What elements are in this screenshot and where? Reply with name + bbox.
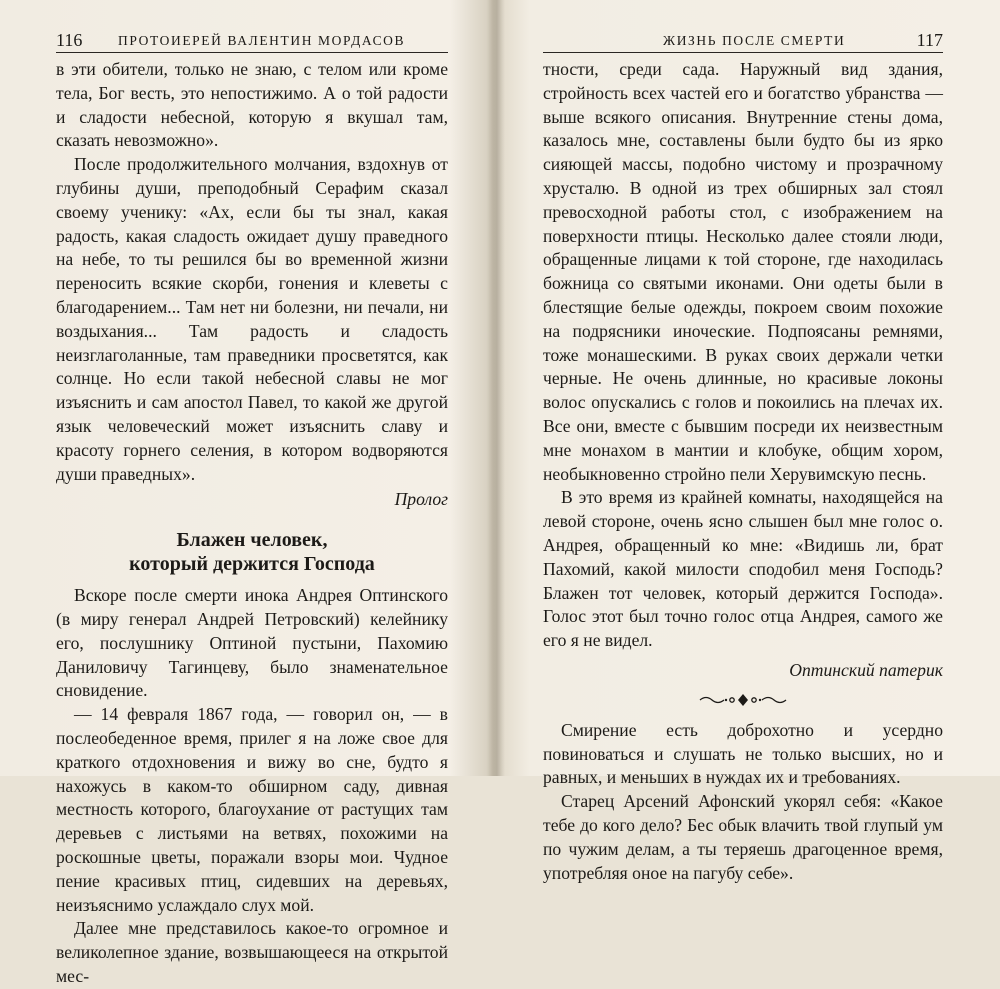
ornament-divider	[543, 693, 943, 707]
ornament-flourish-icon	[698, 693, 788, 707]
left-paragraph-4: — 14 февраля 1867 года, — говорил он, — в послеобеденное время, прилег я на ложе свое для краткого отдохновения и вижу во сне, будто я нахожусь в каком-то обширном саду, дивная местность которого, благоухание от растущих там деревьев с листьями на ветвях, похожими на роскошные цветы, поражали взоры мои. Чудное пение красивых птиц, сидевших на деревьях, неизъяснимо услаждало слух мой.	[56, 704, 448, 915]
right-paragraph-2: В это время из крайней комнаты, находящейся на левой стороне, очень ясно слышен был мне голос о. Андрея, обращенный ко мне: «Видишь ли, брат Пахомий, какой милости сподобил меня Господь? Блажен тот человек, который держится Господа». Голос этот был точно голос отца Андрея, самого же его я не видел.	[543, 487, 943, 651]
right-body-text	[543, 58, 943, 885]
section-heading-line-1: Блажен человек,	[176, 529, 328, 552]
left-paragraph-2: После продолжительного молчания, вздохнув от глубины души, преподобный Серафим сказал своему ученику: «Ах, если бы ты знал, какая радость, какая сладость ожидает душу праведного на небе, то ты решился бы во временной жизни переносить всякие скорби, гонения и клеветы с благодарением... Там нет ни болезни, ни печали, ни воздыхания... Там радость и сладость неизглаголанные, там праведники просветятся, как солнце. Но если такой небесной славы не мог изъяснить и сам апостол Павел, то какой же другой язык человеческий может изъяснить славу и красоту горнего селения, в котором водворяются души праведных».	[56, 154, 448, 484]
right-page	[503, 0, 1000, 883]
right-paragraph-3: Смирение есть доброхотно и усердно повиноваться и слушать не только высших, но и равных, и меньших в нуждах их и требованиях.	[543, 719, 943, 788]
left-source-attribution: Пролог	[394, 489, 448, 510]
left-paragraph-3: Вскоре после смерти инока Андрея Оптинского (в миру генерал Андрей Петровский) келейнику его, послушнику Оптиной пустыни, Пахомию Даниловичу Тагинцеву, было знаменательное сновидение.	[56, 585, 448, 701]
left-running-head	[56, 30, 448, 53]
right-running-head-title: ЖИЗНЬ ПОСЛЕ СМЕРТИ	[663, 33, 846, 48]
section-heading	[56, 528, 448, 576]
right-source-attribution: Оптинский патерик	[789, 659, 943, 680]
left-page-number: 116	[56, 30, 83, 50]
left-body-text	[56, 58, 448, 989]
left-running-head-title: ПРОТОИЕРЕЙ ВАЛЕНТИН МОРДАСОВ	[118, 33, 406, 48]
right-paragraph-1: тности, среди сада. Наружный вид здания, стройность всех частей его и богатство убранства — выше всякого описания. Внутренние стены дома, казалось мне, составлены были будто бы из ярко сияющей массы, подобно чистому и прозрачному хрусталю. В одной из трех обширных зал стоял превосходной работы стол, с изображением на поверхности птицы. Несколько далее стояли люди, обращенные лицами к той стороне, где находилась божница со святыми иконами. Они одеты были в блестящие белые одежды, покроем своим похожие на подрясники иноческие. Подпоясаны ремнями, тоже монашескими. В руках своих держали четки черные. Не очень длинные, но красивые локоны волос опускались с голов и покоились на плечах их. Все они, вместе с бывшим посреди их неизвестным мне монахом в мантии и клобуке, общим хором, необыкновенно стройно пели Херувимскую песнь.	[543, 59, 943, 484]
left-page	[0, 0, 490, 986]
left-paragraph-5: Далее мне представилось какое-то огромное и великолепное здание, возвышающееся на открытой мес-	[56, 918, 448, 986]
right-page-number: 117	[916, 30, 943, 50]
right-paragraph-4: Старец Арсений Афонский укорял себя: «Какое тебе до кого дело? Бес обык влачить твой глупый ум по чужим делам, а ты теряешь драгоценное время, употребляя оное на пагубу себе».	[543, 791, 943, 883]
right-running-head	[543, 30, 943, 53]
left-paragraph-1: в эти обители, только не знаю, с телом или кроме тела, Бог весть, это непостижимо. А о той радости и сладости небесной, которую я вкушал там, сказать невозможно».	[56, 59, 448, 151]
section-heading-line-2: который держится Господа	[129, 553, 375, 576]
